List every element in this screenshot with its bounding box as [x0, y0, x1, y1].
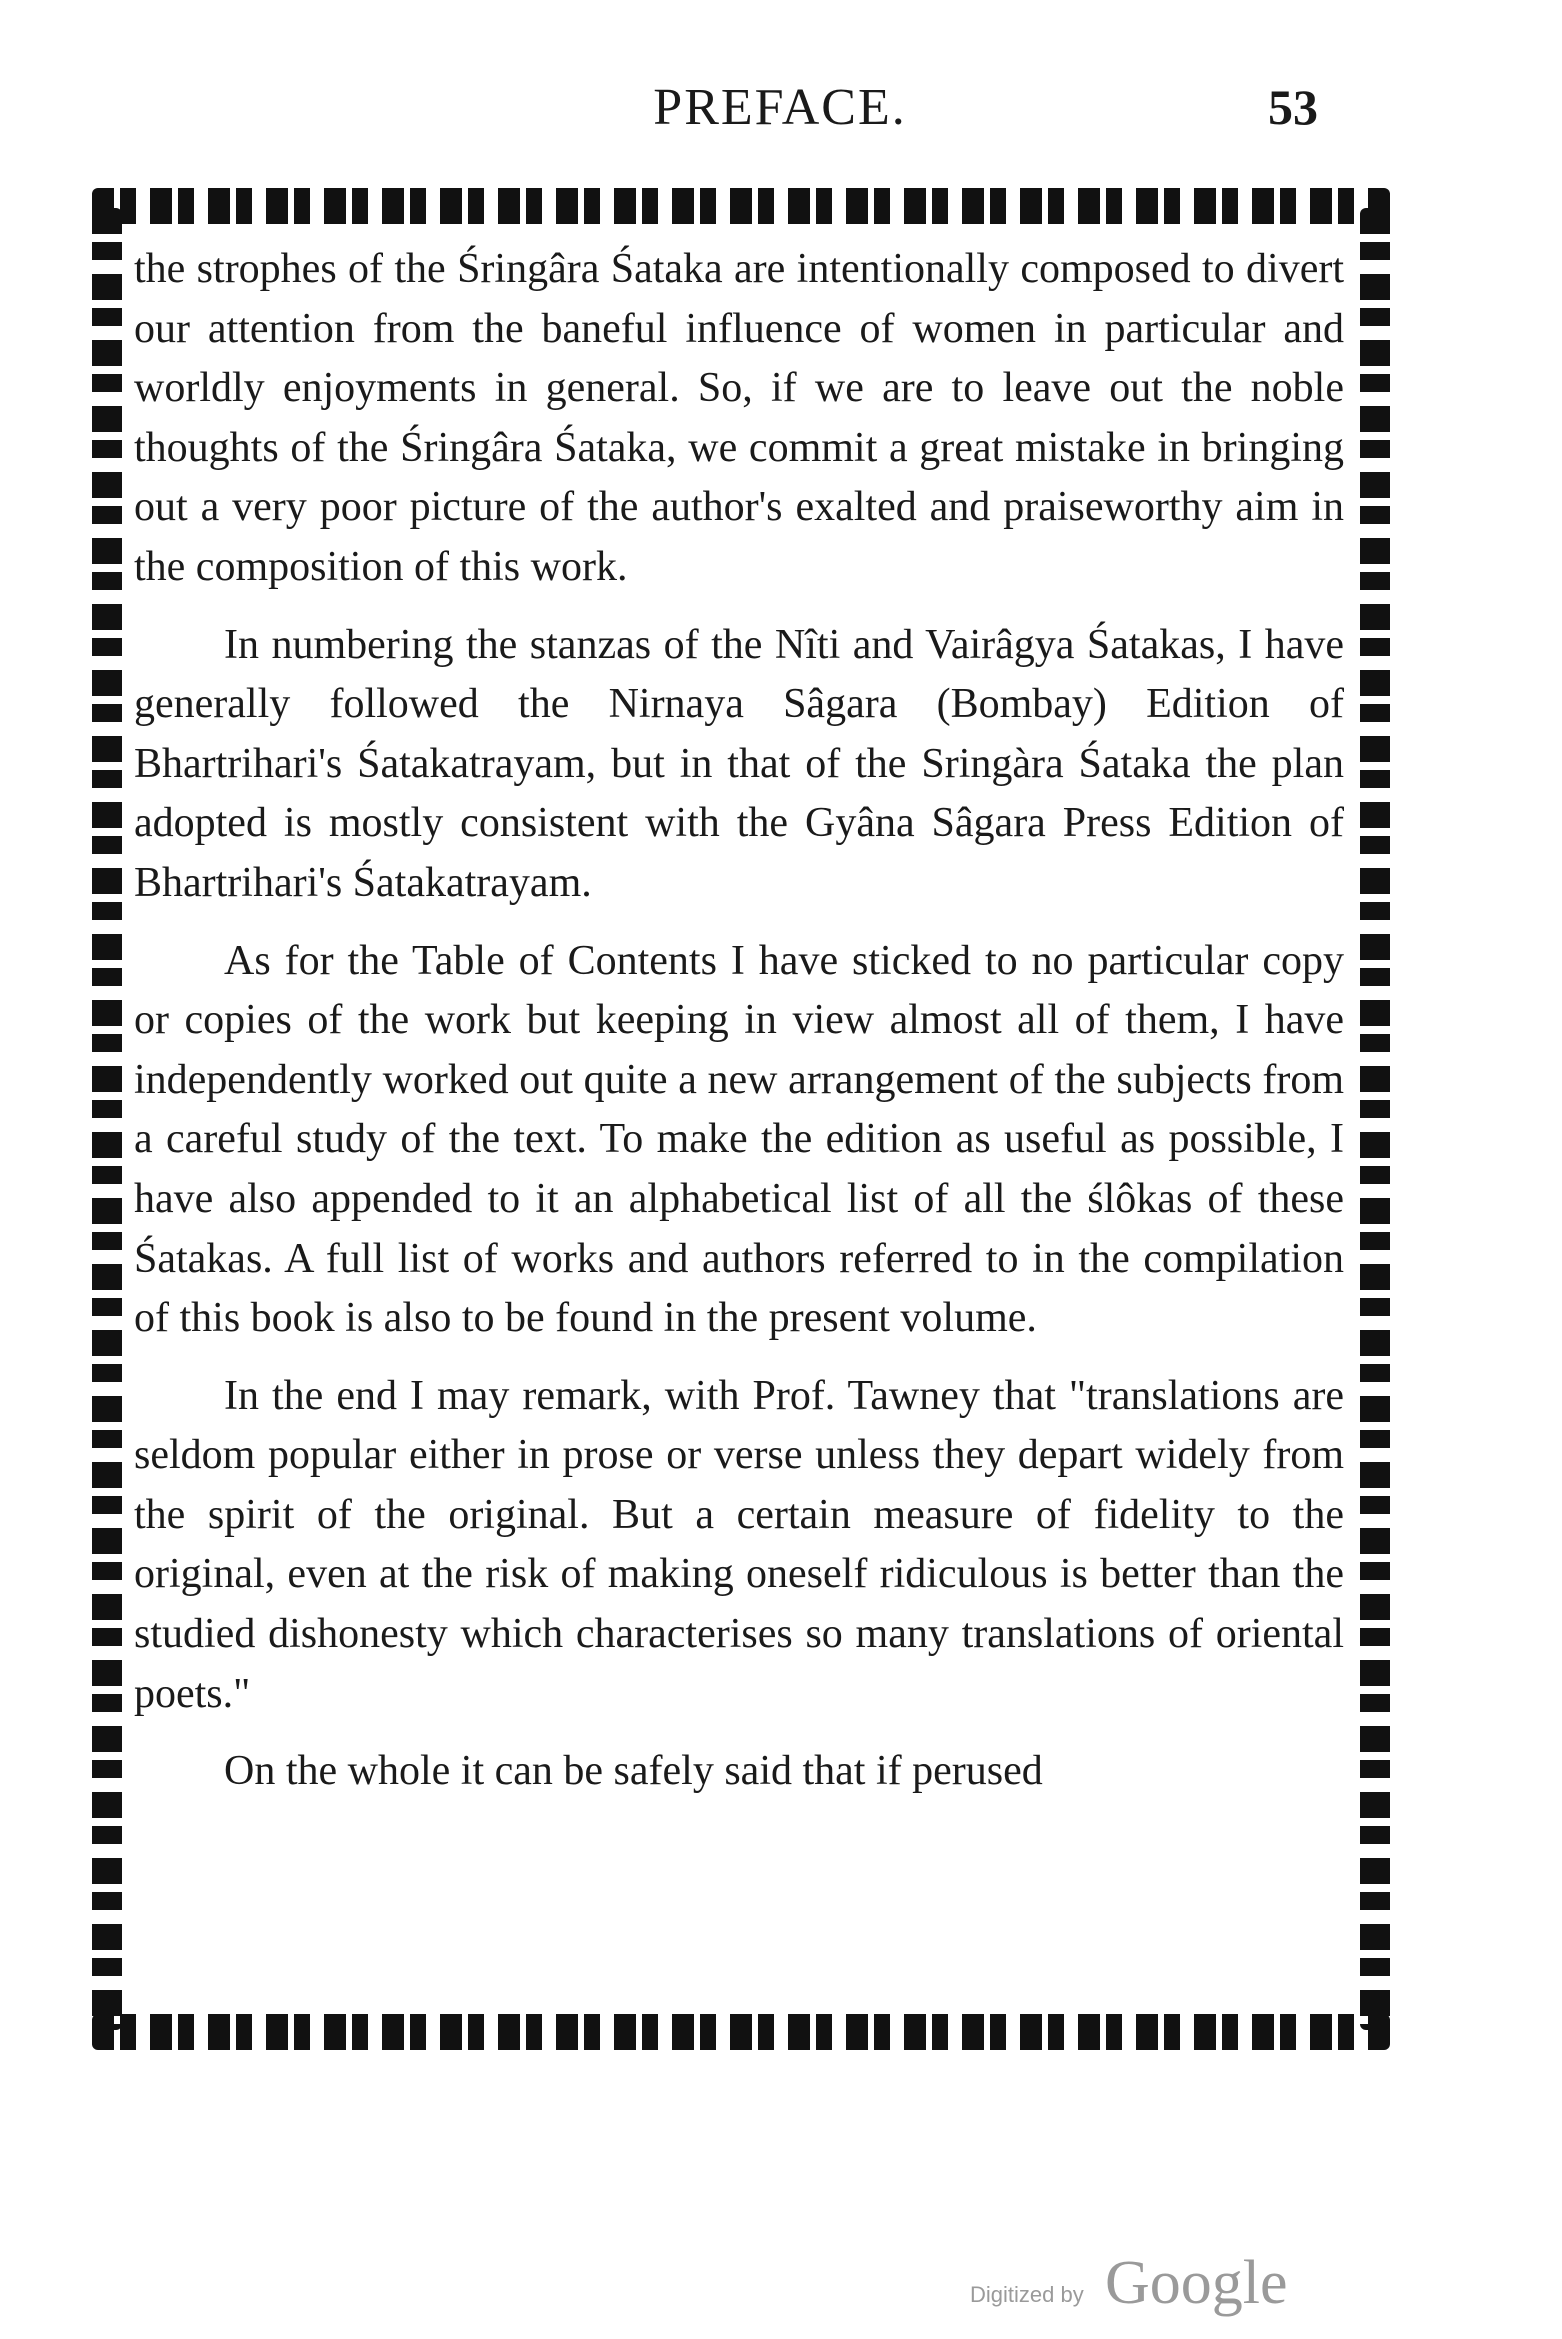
ornament-border-bottom — [92, 2014, 1390, 2050]
digitized-prefix: Digitized by — [970, 2282, 1084, 2307]
ornament-border-right — [1360, 208, 1390, 2030]
google-logo: Google — [1105, 2249, 1288, 2317]
ornament-border-top — [92, 188, 1390, 224]
ornamental-frame — [92, 188, 1390, 2050]
paragraph-3: As for the Table of Contents I have sticked to no particular copy or copies of the work but keeping in view almost all of them, I have independently worked out quite a new arrangement of the subjects from a careful study of the text. To make the edition as useful as possible, I have also appended to it an alphabetical list of all the ślôkas of these Śatakas. A full list of works and authors referred to in the compilation of this book is also to be found in the present volume. — [134, 937, 1344, 1342]
page-number: 53 — [1268, 79, 1318, 135]
page-title: PREFACE. — [653, 79, 907, 136]
paragraph-1: the strophes of the Śringâra Śataka are intentionally composed to divert our attention from the baneful influence of women in particular and worldly enjoyments in general. So, if we are to leave out the noble thoughts of the Śringâra Śataka, we commit a great mistake in bringing out a very poor picture of the author's exalted and praiseworthy aim in the composition of this work. — [134, 246, 1344, 590]
body-text — [134, 240, 1344, 1820]
paragraph-2: In numbering the stanzas of the Nîti and Vairâgya Śatakas, I have generally followed the Nirnaya Sâgara (Bombay) Edition of Bhartrihari's Śatakatrayam, but in that of the Sringàra Śataka the plan adopted is mostly consistent with the Gyâna Sâgara Press Edition of Bhartrihari's Śatakatrayam. — [134, 621, 1344, 906]
ornament-border-left — [92, 208, 122, 2030]
running-head — [0, 78, 1562, 148]
digitized-watermark — [970, 2248, 1310, 2318]
paragraph-4: In the end I may remark, with Prof. Tawney that "translations are seldom popular either in prose or verse unless they depart widely from the spirit of the original. But a certain measure of fidelity to the original, even at the risk of making oneself ridiculous is better than the studied dishonesty which characterises so many translations of oriental poets." — [134, 1372, 1344, 1717]
paragraph-5: On the whole it can be safely said that if perused — [224, 1748, 1043, 1795]
